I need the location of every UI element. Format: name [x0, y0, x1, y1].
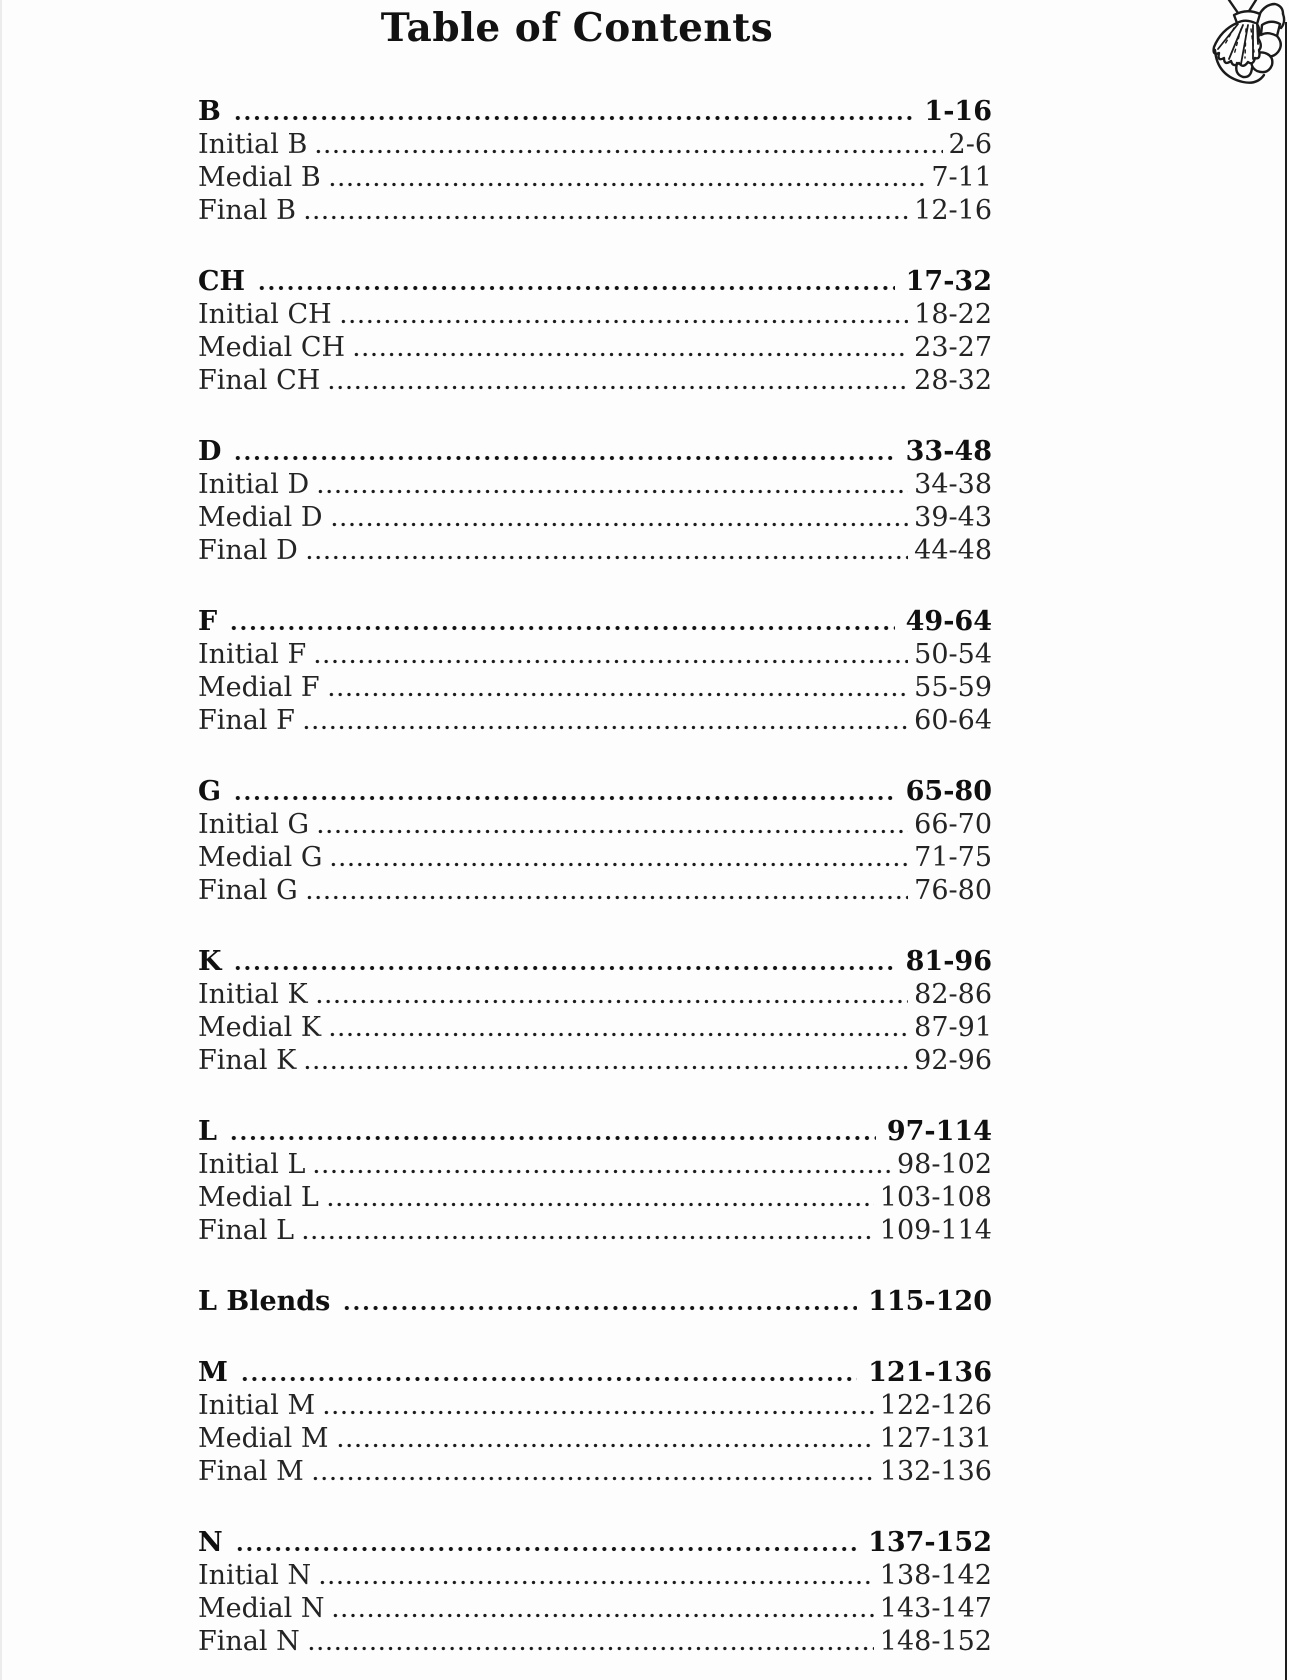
toc-section-entry [198, 1115, 992, 1148]
dot-leader [312, 1168, 891, 1175]
toc-entry-pages: 7-11 [931, 162, 992, 193]
toc-sub-entry [198, 1181, 992, 1214]
toc-entry-pages: 60-64 [914, 705, 992, 736]
toc-section [198, 435, 992, 567]
toc-entry-label: Final B [198, 195, 296, 226]
toc-sub-entry [198, 1148, 992, 1181]
toc-entry-pages: 103-108 [879, 1182, 992, 1213]
dot-leader [303, 214, 908, 221]
dot-leader [302, 724, 908, 731]
toc-entry-pages: 28-32 [914, 365, 992, 396]
toc-entry-pages: 115-120 [868, 1286, 992, 1317]
toc-entry-pages: 12-16 [914, 195, 992, 226]
toc-entry-label: L Blends [198, 1286, 331, 1317]
dot-leader [307, 1645, 874, 1652]
toc-entry-pages: 98-102 [896, 1149, 992, 1180]
toc-sub-entry [198, 534, 992, 567]
toc-sub-entry [198, 298, 992, 331]
dot-leader [326, 1201, 874, 1208]
toc-sub-entry [198, 1044, 992, 1077]
toc-entry-label: Final M [198, 1456, 304, 1487]
toc-entry-pages: 17-32 [905, 266, 992, 297]
toc-sub-entry [198, 1011, 992, 1044]
dot-leader [329, 861, 908, 868]
toc-entry-pages: 55-59 [914, 672, 992, 703]
dot-leader [229, 624, 894, 632]
toc-sub-entry [198, 1422, 992, 1455]
dot-leader [257, 284, 895, 292]
toc-entry-label: M [198, 1357, 228, 1388]
toc-entry-pages: 132-136 [879, 1456, 992, 1487]
toc-section-entry [198, 945, 992, 978]
toc-entry-pages: 81-96 [905, 946, 992, 977]
ballerina-tutu-icon [1201, 0, 1287, 94]
dot-leader [233, 454, 894, 462]
toc-entry-pages: 23-27 [914, 332, 992, 363]
toc-entry-label: G [198, 776, 222, 807]
toc-section-entry [198, 1356, 992, 1389]
toc-entry-pages: 97-114 [886, 1116, 992, 1147]
toc-sub-entry [198, 1455, 992, 1488]
toc-section [198, 775, 992, 907]
toc-entry-pages: 82-86 [914, 979, 992, 1010]
dot-leader [233, 794, 895, 802]
toc-section [198, 1285, 992, 1318]
table-of-contents [198, 95, 992, 1658]
toc-entry-label: Medial CH [198, 332, 346, 363]
toc-entry-label: Initial D [198, 469, 310, 500]
dot-leader [318, 1579, 874, 1586]
toc-entry-label: Final F [198, 705, 295, 736]
toc-section-entry [198, 605, 992, 638]
toc-entry-label: CH [198, 266, 245, 297]
toc-sub-entry [198, 468, 992, 501]
toc-section [198, 265, 992, 397]
toc-sub-entry [198, 161, 992, 194]
page-title: Table of Contents [380, 5, 774, 51]
toc-sub-entry [198, 1559, 992, 1592]
toc-section-entry [198, 95, 992, 128]
toc-entry-pages: 138-142 [879, 1560, 992, 1591]
dot-leader [316, 488, 908, 495]
toc-sub-entry [198, 671, 992, 704]
toc-entry-pages: 127-131 [879, 1423, 992, 1454]
dot-leader [327, 691, 909, 698]
toc-entry-pages: 109-114 [879, 1215, 992, 1246]
toc-entry-label: F [198, 606, 218, 637]
toc-entry-label: Initial G [198, 809, 310, 840]
page-left-edge [0, 0, 2, 1680]
toc-entry-label: Medial K [198, 1012, 322, 1043]
toc-entry-pages: 65-80 [905, 776, 992, 807]
toc-entry-label: Medial N [198, 1593, 325, 1624]
toc-entry-label: Final D [198, 535, 298, 566]
toc-entry-pages: 121-136 [868, 1357, 992, 1388]
toc-entry-label: L [198, 1116, 217, 1147]
toc-entry-label: Medial D [198, 502, 323, 533]
toc-entry-label: Initial M [198, 1390, 316, 1421]
toc-sub-entry [198, 1389, 992, 1422]
toc-sub-entry [198, 704, 992, 737]
dot-leader [328, 181, 926, 188]
toc-section-entry [198, 1285, 992, 1318]
toc-sub-entry [198, 501, 992, 534]
toc-section [198, 95, 992, 227]
toc-entry-label: Initial L [198, 1149, 306, 1180]
toc-entry-pages: 92-96 [914, 1045, 992, 1076]
toc-sub-entry [198, 331, 992, 364]
dot-leader [301, 1234, 874, 1241]
toc-section [198, 605, 992, 737]
toc-entry-label: Final K [198, 1045, 297, 1076]
toc-entry-pages: 33-48 [905, 436, 992, 467]
toc-sub-entry [198, 841, 992, 874]
toc-entry-label: Initial N [198, 1560, 312, 1591]
page-scan-edge-line [1285, 22, 1287, 1680]
toc-sub-entry [198, 194, 992, 227]
toc-section-entry [198, 265, 992, 298]
toc-section-entry [198, 775, 992, 808]
dot-leader [233, 114, 914, 122]
toc-entry-label: Medial B [198, 162, 321, 193]
dot-leader [240, 1375, 857, 1383]
toc-entry-label: Initial CH [198, 299, 332, 330]
toc-entry-label: Final G [198, 875, 298, 906]
toc-section [198, 945, 992, 1077]
toc-section [198, 1115, 992, 1247]
toc-entry-label: Final L [198, 1215, 295, 1246]
toc-entry-pages: 50-54 [914, 639, 992, 670]
dot-leader [342, 1304, 857, 1312]
toc-entry-pages: 71-75 [914, 842, 992, 873]
toc-entry-label: Final CH [198, 365, 321, 396]
dot-leader [233, 964, 894, 972]
toc-entry-label: Initial F [198, 639, 307, 670]
toc-entry-pages: 122-126 [879, 1390, 992, 1421]
toc-entry-pages: 143-147 [879, 1593, 992, 1624]
toc-sub-entry [198, 638, 992, 671]
dot-leader [229, 1134, 876, 1142]
toc-entry-pages: 2-6 [948, 129, 992, 160]
dot-leader [330, 521, 909, 528]
dot-leader [327, 384, 908, 391]
toc-sub-entry [198, 1592, 992, 1625]
dot-leader [305, 894, 909, 901]
toc-section [198, 1526, 992, 1658]
toc-entry-label: Initial K [198, 979, 308, 1010]
toc-entry-pages: 39-43 [914, 502, 992, 533]
dot-leader [311, 1475, 874, 1482]
toc-entry-label: Medial L [198, 1182, 319, 1213]
toc-entry-pages: 34-38 [914, 469, 992, 500]
dot-leader [313, 658, 908, 665]
dot-leader [316, 828, 908, 835]
toc-sub-entry [198, 1625, 992, 1658]
toc-entry-pages: 49-64 [905, 606, 992, 637]
toc-entry-pages: 18-22 [914, 299, 992, 330]
toc-entry-label: Medial G [198, 842, 323, 873]
toc-sub-entry [198, 364, 992, 397]
toc-sub-entry [198, 978, 992, 1011]
toc-entry-pages: 137-152 [868, 1527, 992, 1558]
dot-leader [328, 1031, 908, 1038]
toc-sub-entry [198, 128, 992, 161]
toc-entry-label: N [198, 1527, 223, 1558]
toc-sub-entry [198, 874, 992, 907]
toc-entry-pages: 148-152 [879, 1626, 992, 1657]
dot-leader [331, 1612, 873, 1619]
toc-section-entry [198, 435, 992, 468]
toc-section [198, 1356, 992, 1488]
toc-entry-label: Initial B [198, 129, 308, 160]
toc-section-entry [198, 1526, 992, 1559]
toc-entry-label: Medial F [198, 672, 320, 703]
toc-entry-label: Final N [198, 1626, 300, 1657]
toc-entry-pages: 66-70 [914, 809, 992, 840]
dot-leader [314, 148, 942, 155]
dot-leader [315, 998, 908, 1005]
dot-leader [305, 554, 908, 561]
toc-entry-label: Medial M [198, 1423, 329, 1454]
toc-entry-label: D [198, 436, 222, 467]
dot-leader [339, 318, 908, 325]
toc-entry-pages: 1-16 [924, 96, 992, 127]
toc-entry-pages: 87-91 [914, 1012, 992, 1043]
toc-entry-label: K [198, 946, 222, 977]
toc-sub-entry [198, 1214, 992, 1247]
dot-leader [352, 351, 908, 358]
toc-sub-entry [198, 808, 992, 841]
dot-leader [322, 1409, 874, 1416]
toc-entry-pages: 76-80 [914, 875, 992, 906]
dot-leader [336, 1442, 874, 1449]
toc-entry-label: B [198, 96, 221, 127]
dot-leader [303, 1064, 908, 1071]
dot-leader [235, 1545, 857, 1553]
toc-entry-pages: 44-48 [914, 535, 992, 566]
